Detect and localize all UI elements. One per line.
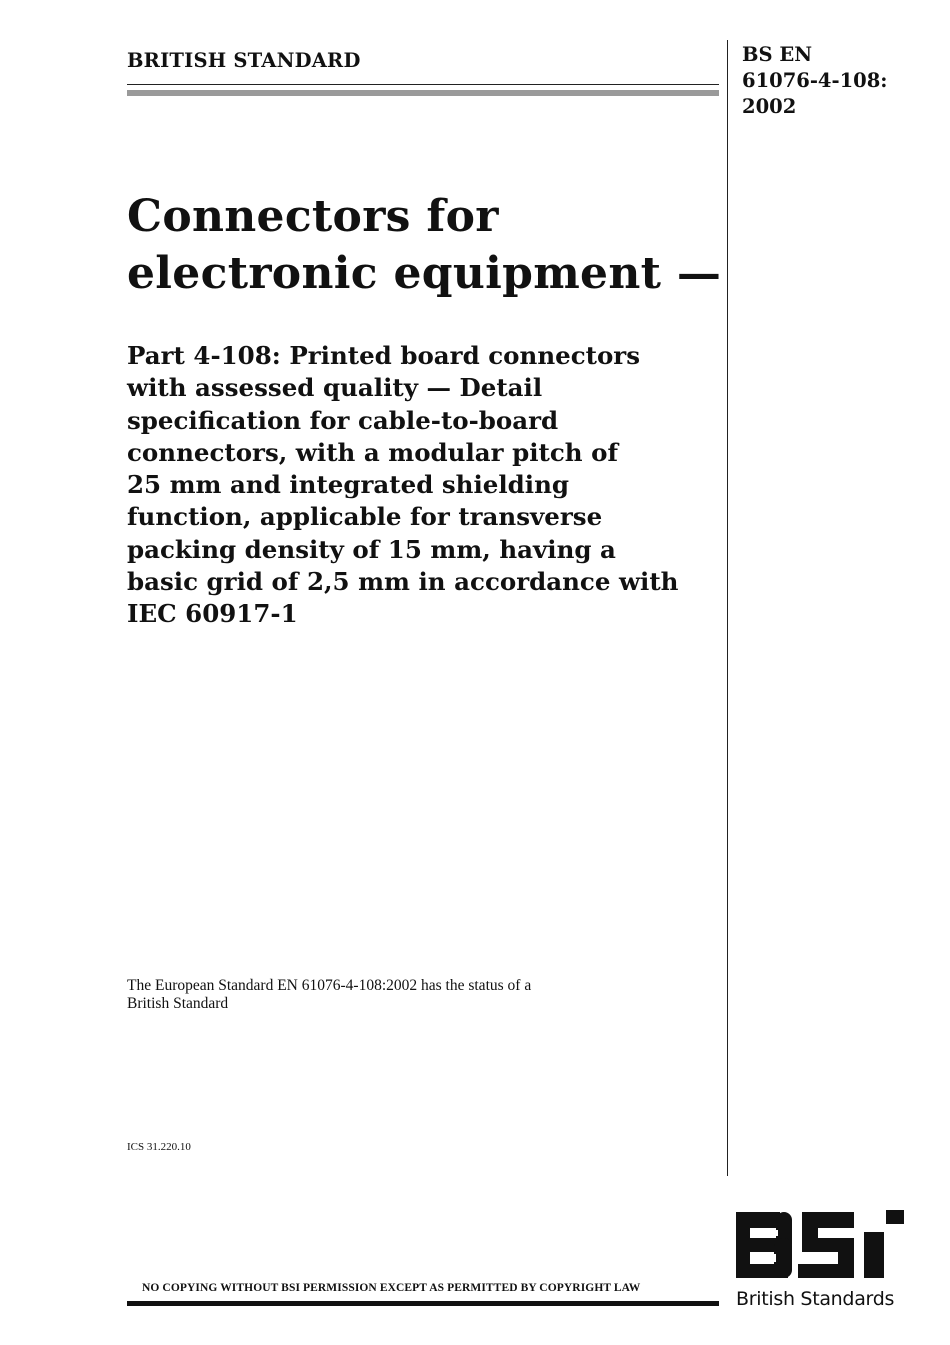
ics-code: ICS 31.220.10	[127, 1141, 191, 1153]
subtitle-line: specification for cable-to-board	[127, 405, 559, 435]
subtitle-line: connectors, with a modular pitch of	[127, 437, 618, 467]
subtitle-line: basic grid of 2,5 mm in accordance with	[127, 567, 679, 597]
standard-number-line-1: BS EN	[742, 43, 813, 66]
status-line-1: The European Standard EN 61076-4-108:2002 has the status of a	[127, 977, 532, 994]
title-line-1: Connectors for	[127, 191, 499, 242]
standard-number-line-3: 2002	[742, 95, 797, 118]
subtitle-line: IEC 60917-1	[127, 599, 298, 629]
subtitle-line: packing density of 15 mm, having a	[127, 534, 616, 564]
status-line-2: British Standard	[127, 995, 229, 1012]
subtitle-line: function, applicable for transverse	[127, 502, 603, 532]
document-subtitle	[127, 340, 727, 631]
status-statement	[127, 977, 627, 1013]
standard-number-line-2: 61076-4-108:	[742, 69, 888, 92]
standard-type-label: BRITISH STANDARD	[127, 49, 361, 72]
header-rule-thick	[127, 90, 719, 96]
header-rule-thin	[127, 84, 719, 85]
standard-number	[742, 42, 888, 120]
title-line-2: electronic equipment —	[127, 248, 722, 299]
document-title	[127, 188, 737, 302]
copyright-notice: NO COPYING WITHOUT BSI PERMISSION EXCEPT AS PERMITTED BY COPYRIGHT LAW	[142, 1282, 641, 1294]
subtitle-line: 25 mm and integrated shielding	[127, 470, 570, 500]
bsi-logo-caption: British Standards	[736, 1288, 895, 1310]
subtitle-line: with assessed quality — Detail	[127, 373, 543, 403]
subtitle-line: Part 4-108: Printed board connectors	[127, 341, 641, 370]
footer-rule	[127, 1301, 719, 1306]
